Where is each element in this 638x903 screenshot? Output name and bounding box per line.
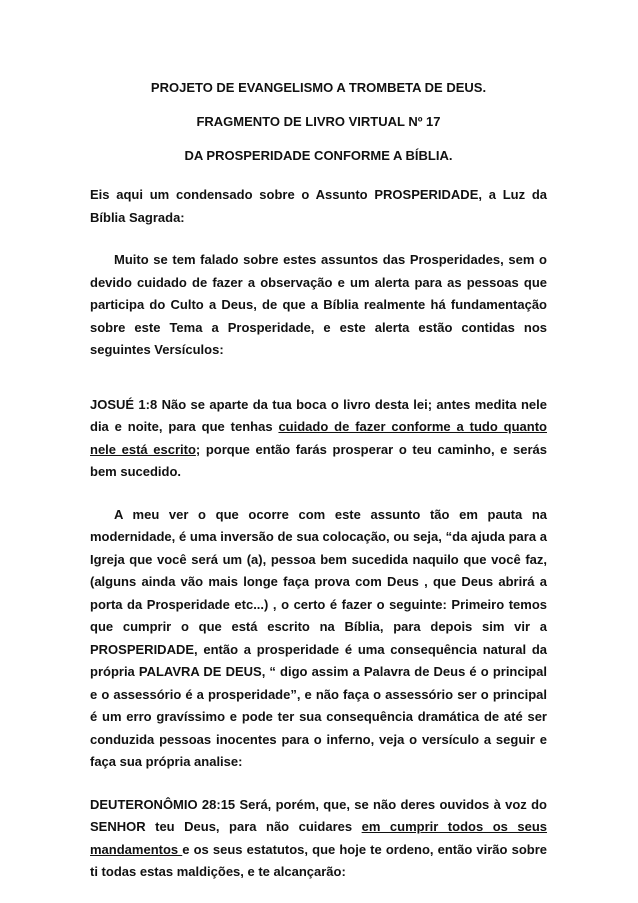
doc-title-subject: DA PROSPERIDADE CONFORME A BÍBLIA. — [184, 148, 453, 163]
body-paragraph-2: A meu ver o que ocorre com este assunto tão em pauta na modernidade, é uma inversão de sua colocação, ou seja, “da ajuda para a Igreja que você será um (a), pessoa bem sucedida naquilo que você faz, (alguns ainda vão mais longe faça prova com Deus , que Deus abrirá a porta da Prosperidade etc...) , o certo é fazer o seguinte: Primeiro temos que cumprir o que está escrito na Bíblia, para depois sim vir a PROSPERIDADE, então a prosperidade é uma consequência natural da própria PALAVRA DE DEUS, “ digo assim a Palavra de Deus é o principal e o assessório é a prosperidade”, e não faça o assessório ser o principal é um erro gravíssimo e pode ter sua consequência dramática de até ser conduzida pessoas inocentes para o inferno, veja o versículo a seguir e faça sua própria analise: — [90, 506, 547, 769]
document-page — [90, 78, 547, 884]
verse-deut-ref: DEUTERONÔMIO 28:15 — [90, 796, 236, 812]
verse-deut-underlined: em cumprir todos os seus mandamentos — [90, 819, 548, 857]
verse-joshua-ref: JOSUÉ 1:8 — [90, 396, 158, 412]
verse-joshua-text-b: ; porque então farás prosperar o teu caminho, e serás bem sucedido. — [90, 441, 547, 479]
doc-title-project: PROJETO DE EVANGELISMO A TROMBETA DE DEUS. — [150, 80, 487, 95]
verse-joshua — [90, 394, 547, 484]
verse-joshua-underlined: cuidado de fazer conforme a tudo quanto nele está escrito — [90, 419, 547, 457]
verse-deut-text-b: e os seus estatutos, que hoje te ordeno, então virão sobre ti todas estas maldições, e te alcançarão: — [90, 841, 547, 879]
doc-title-fragment: FRAGMENTO DE LIVRO VIRTUAL Nº 17 — [196, 114, 441, 129]
verse-deuteronomy — [90, 794, 547, 884]
body-paragraph-1: Muito se tem falado sobre estes assuntos das Prosperidades, sem o devido cuidado de fazer a observação e um alerta para as pessoas que participa do Culto a Deus, de que a Bíblia realmente há fundamentação sobre este Tema a Prosperidade, e este alerta estão contidas nos seguintes Versículos: — [90, 252, 547, 357]
verse-deut-text-a: Será, porém, que, se não deres ouvidos à voz do SENHOR teu Deus, para não cuidares — [90, 796, 547, 834]
verse-joshua-text-a: Não se aparte da tua boca o livro desta lei; antes medita nele dia e noite, para que tenhas — [90, 396, 547, 434]
intro-paragraph: Eis aqui um condensado sobre o Assunto PROSPERIDADE, a Luz da Bíblia Sagrada: — [90, 187, 547, 225]
